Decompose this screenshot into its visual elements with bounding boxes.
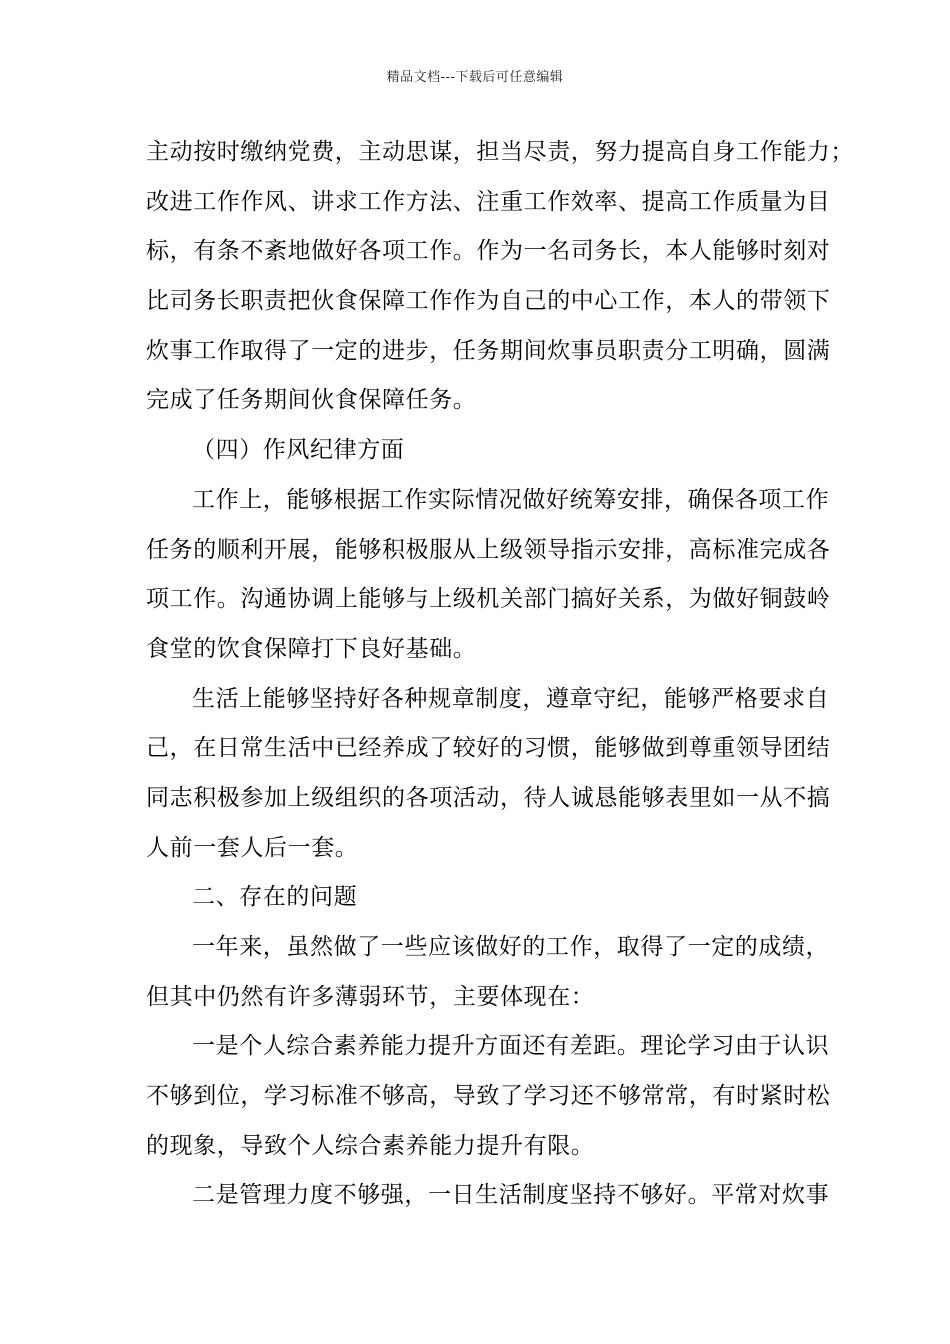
text-line: 工作上，能够根据工作实际情况做好统筹安排，确保各项工作 [192,486,830,513]
text-line: 完成了任务期间伙食保障任务。 [146,387,477,414]
text-line: 主动按时缴纳党费，主动思谋，担当尽责，努力提高自身工作能力； [146,139,854,165]
text-line: 项工作。沟通协调上能够与上级机关部门搞好关系，为做好铜鼓岭 [146,586,831,613]
text-line: 二、存在的问题 [192,884,358,911]
page-header: 精品文档---下载后可任意编辑 [386,70,564,85]
text-line: 一年来，虽然做了一些应该做好的工作，取得了一定的成绩， [192,934,830,960]
text-line: 一是个人综合素养能力提升方面还有差距。理论学习由于认识 [192,1033,830,1060]
text-line: 人前一套人后一套。 [146,834,359,861]
document-body [146,128,854,1221]
text-line: 改进工作作风、讲求工作方法、注重工作效率、提高工作质量为目 [146,188,831,215]
text-line: 同志积极参加上级组织的各项活动，待人诚恳能够表里如一从不搞 [146,784,831,811]
text-line: 己，在日常生活中已经养成了较好的习惯，能够做到尊重领导团结 [146,735,831,762]
text-line: （四）作风纪律方面 [192,437,405,464]
text-line: 标，有条不紊地做好各项工作。作为一名司务长，本人能够时刻对 [146,238,831,265]
text-line: 比司务长职责把伙食保障工作作为自己的中心工作，本人的带领下 [146,288,831,315]
text-line: 不够到位，学习标准不够高，导致了学习还不够常常，有时紧时松 [146,1083,831,1110]
text-line: 生活上能够坚持好各种规章制度，遵章守纪，能够严格要求自 [192,685,830,712]
text-line: 二是管理力度不够强，一日生活制度坚持不够好。平常对炊事 [192,1182,830,1209]
text-line: 的现象，导致个人综合素养能力提升有限。 [146,1132,595,1159]
text-line: 食堂的饮食保障打下良好基础。 [146,635,477,662]
text-line: 炊事工作取得了一定的进步，任务期间炊事员职责分工明确，圆满 [146,337,831,364]
text-line: 任务的顺利开展，能够积极服从上级领导指示安排，高标准完成各 [146,536,831,563]
text-line: 但其中仍然有许多薄弱环节，主要体现在： [146,983,595,1010]
